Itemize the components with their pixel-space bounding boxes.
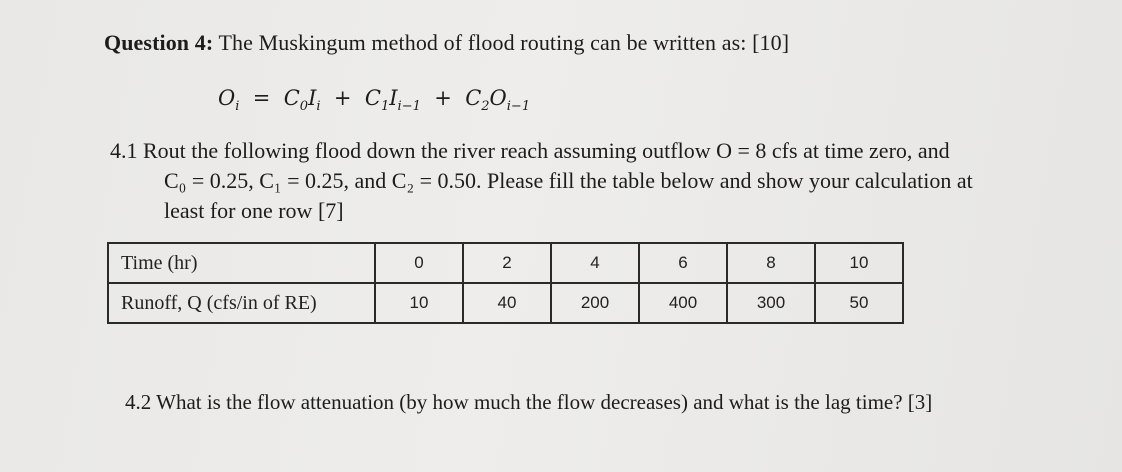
question-heading xyxy=(104,30,789,56)
question-text: The Muskingum method of flood routing can be written as: [10] xyxy=(218,30,790,55)
table-cell: 10 xyxy=(815,243,903,283)
table-cell: 0 xyxy=(375,243,463,283)
table-cell: 200 xyxy=(551,283,639,323)
formula-lhs-sub: i xyxy=(235,99,240,115)
formula-term-2-var-sub: i−1 xyxy=(397,99,421,115)
table-cell: 40 xyxy=(463,283,551,323)
table-cell: 6 xyxy=(639,243,727,283)
part-4-1-line-1: 4.1 Rout the following flood down the river reach assuming outflow O = 8 cfs at time zero, and xyxy=(110,138,950,163)
formula-term-1-coef: C xyxy=(283,86,300,110)
formula-term-2-coef: C xyxy=(364,86,381,110)
question-label: Question 4: xyxy=(104,30,214,55)
table-cell: 50 xyxy=(815,283,903,323)
formula-term-2-var: I xyxy=(389,86,398,110)
row-header-time: Time (hr) xyxy=(108,243,375,283)
part-4-1-line-2: C₀ = 0.25, C₁ = 0.25, and C₂ = 0.50. Please fill the table below and show your calculation at xyxy=(164,168,973,193)
part-4-2: 4.2 What is the flow attenuation (by how much the flow decreases) and what is the lag time? [3] xyxy=(125,390,933,414)
formula-term-3-var: O xyxy=(489,86,507,110)
formula-term-3-coef-sub: 2 xyxy=(481,99,490,115)
table-row-runoff xyxy=(108,283,903,323)
formula-term-1-coef-sub: 0 xyxy=(299,99,309,115)
formula-plus-1: + xyxy=(327,86,359,110)
formula-term-3-var-sub: i−1 xyxy=(506,99,531,115)
formula-lhs: O xyxy=(218,86,236,110)
table-cell: 2 xyxy=(463,243,551,283)
table-cell: 4 xyxy=(551,243,639,283)
table-cell: 400 xyxy=(639,283,727,323)
formula-term-1-var: I xyxy=(308,86,317,110)
part-4-1-line-3: least for one row [7] xyxy=(164,198,344,223)
formula-term-1-var-sub: i xyxy=(316,99,321,115)
formula-term-3-coef: C xyxy=(465,86,482,110)
table-cell: 8 xyxy=(727,243,815,283)
muskingum-formula xyxy=(218,86,530,114)
runoff-table xyxy=(107,242,904,324)
table-row-time xyxy=(108,243,903,283)
formula-equals: = xyxy=(246,86,278,110)
row-header-runoff: Runoff, Q (cfs/in of RE) xyxy=(108,283,375,323)
formula-term-2-coef-sub: 1 xyxy=(380,99,390,115)
table-cell: 10 xyxy=(375,283,463,323)
formula-plus-2: + xyxy=(427,86,459,110)
table-cell: 300 xyxy=(727,283,815,323)
part-4-1 xyxy=(110,136,1100,226)
